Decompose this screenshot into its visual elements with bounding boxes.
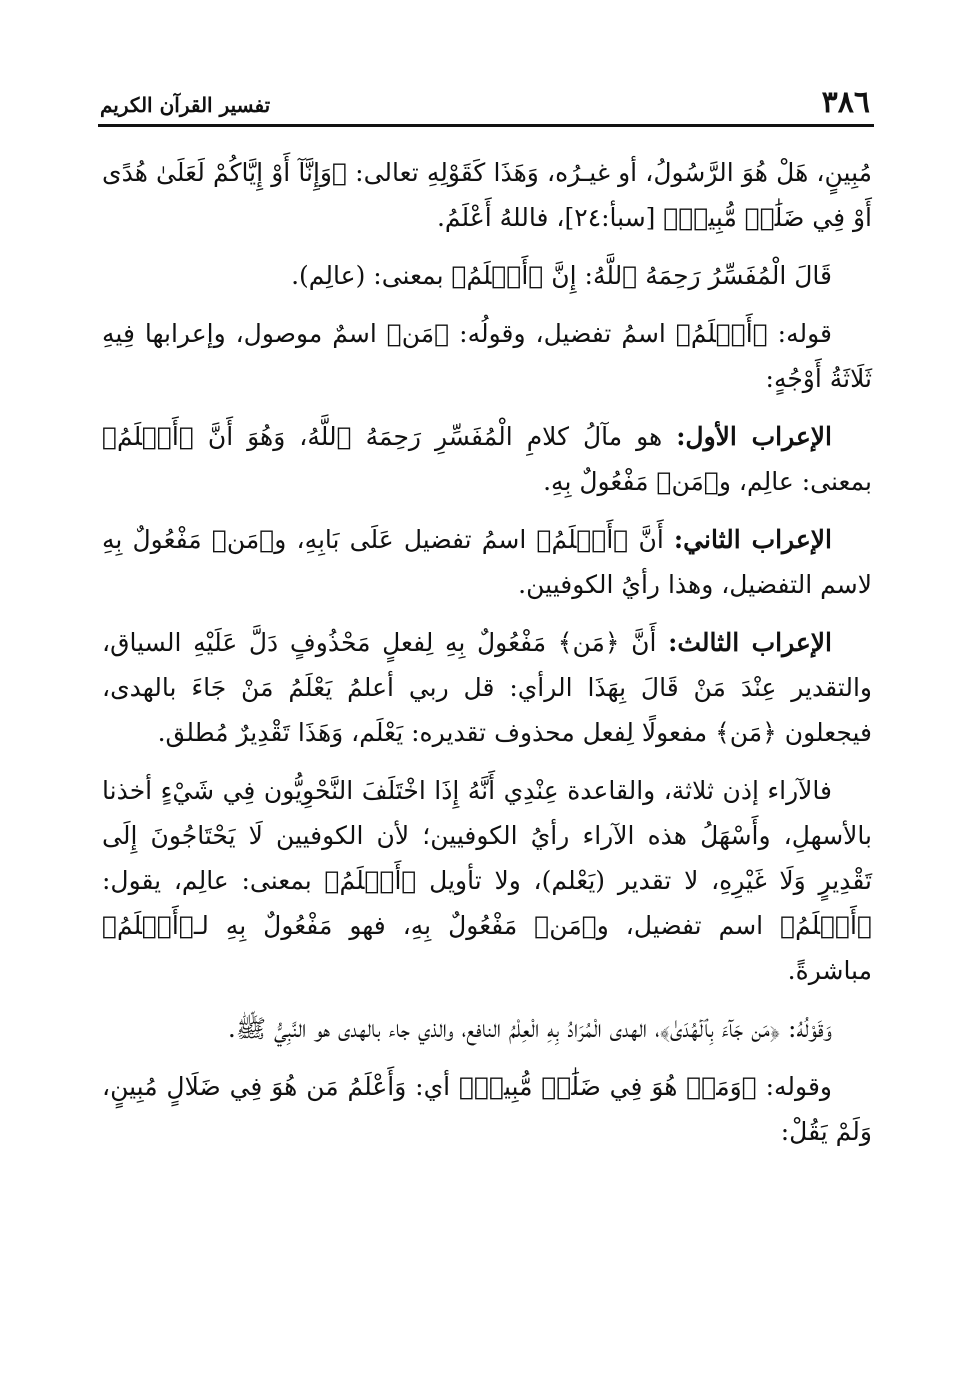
paragraph-3 bbox=[102, 311, 872, 401]
paragraph-5-lead: الإعراب الثاني: bbox=[673, 525, 832, 554]
paragraph-1-text: مُبِينٍ، هَلْ هُوَ الرَّسُولُ، أو غيـرُه، وَهَذَا كَقَوْلِهِ تعالى: ﴿وَإِنَّآ أَوْ إِيَّاكُمْ لَعَلَىٰ هُدًى أَوْ فِي ضَلَٰلٖ مُّبِينٖ﴾ [سبأ:٢٤]، فاللهُ أَعْلَمُ. bbox=[102, 158, 872, 232]
paragraph-6 bbox=[102, 620, 872, 755]
paragraph-1 bbox=[102, 150, 872, 240]
paragraph-7 bbox=[102, 768, 872, 993]
page-header bbox=[100, 85, 872, 122]
paragraph-6-lead: الإعراب الثالث: bbox=[668, 628, 832, 657]
paragraph-9 bbox=[102, 1064, 872, 1154]
paragraph-7-text: فالآراء إذن ثلاثة، والقاعدة عِنْدِي أَنَّهُ إِذَا اخْتَلَفَ النَّحْوِيُّون فِي شَيْءٍ أخذنا بالأسهلِ، وأَسْهَلُ هذه الآراء رأيُ الكوفيين؛ لأن الكوفيين لَا يَحْتَاجُونَ إِلَى تَقْدِيرٍ وَلَا غَيْرِهِ، لا تقدير (يَعْلم)، ولا تأويل ﴿أَعۡلَمُ﴾ بمعنى: عالِم، يقول: ﴿أَعۡلَمُ﴾ اسم تفضيل، و﴿مَن﴾ مَفْعُولٌ بِهِ، فهو مَفْعُولٌ بِهِ لـ﴿أَعۡلَمُ﴾ مباشرةً. bbox=[102, 776, 872, 985]
paragraph-4-lead: الإعراب الأول: bbox=[676, 422, 832, 451]
paragraph-2-text: قَالَ الْمُفَسِّرُ رَحِمَهُ ٱللَّهُ: إِنَّ ﴿أَعۡلَمُ﴾ بمعنى: (عالِم). bbox=[291, 261, 832, 290]
body-text bbox=[102, 150, 872, 1167]
paragraph-4 bbox=[102, 414, 872, 504]
running-title: تفسير القرآن الكريم bbox=[100, 93, 271, 117]
paragraph-6-text: أَنَّ ﴿مَن﴾ مَفْعُولٌ بِهِ لِفعلٍ مَحْذُوفٍ دَلَّ عَلَيْهِ السياق، والتقدير عِنْدَ مَنْ قَالَ بِهَذَا الرأي: قل ربي أعلمُ يَعْلَمُ مَنْ جَاءَ بالهدى، فيجعلون ﴿مَن﴾ مفعولًا لِفعل محذوف تقديره: يَعْلَم، وَهَذَا تَقْدِيرٌ مُطلق. bbox=[102, 628, 872, 747]
paragraph-5-text: أَنَّ ﴿أَعۡلَمُ﴾ اسمُ تفضيل عَلَى بَابِهِ، و﴿مَن﴾ مَفْعُولٌ بِهِ لاسم التفضيل، وهذا رأيُ الكوفيين. bbox=[102, 525, 872, 599]
paragraph-9-text: وقوله: ﴿وَمَنۡ هُوَ فِي ضَلَٰلٖ مُّبِينٖ﴾ أي: وَأَعْلَمُ مَن هُوَ فِي ضَلَالٍ مُبِينٍ، وَلَمْ يَقُلْ: bbox=[102, 1072, 872, 1146]
paragraph-2 bbox=[102, 253, 872, 298]
paragraph-8 bbox=[102, 1006, 872, 1051]
header-rule bbox=[98, 124, 874, 127]
paragraph-5 bbox=[102, 517, 872, 607]
paragraph-4-text: هو مآلُ كلامِ الْمُفَسِّرِ رَحِمَهُ ٱللَّهُ، وَهُوَ أَنَّ ﴿أَعۡلَمُ﴾ بمعنى: عالِم، و﴿مَن﴾ مَفْعُولٌ بِهِ. bbox=[102, 422, 872, 496]
paragraph-8-text: وَقَوْلُهُ: ﴿مَن جَآءَ بِٱلۡهُدَىٰ﴾، الهدى الْمُرَادُ بِهِ الْعِلْمُ النافع، والذي جاء بالهدى هو النَّبِيُّ ﷺ. bbox=[227, 1014, 832, 1043]
paragraph-3-text: قوله: ﴿أَعۡلَمُ﴾ اسمُ تفضيل، وقولُه: ﴿مَن﴾ اسمٌ موصول، وإعرابها فِيهِ ثَلَاثَةُ أَوْجُهٍ: bbox=[102, 319, 872, 393]
page-number: ٣٨٦ bbox=[821, 85, 870, 120]
